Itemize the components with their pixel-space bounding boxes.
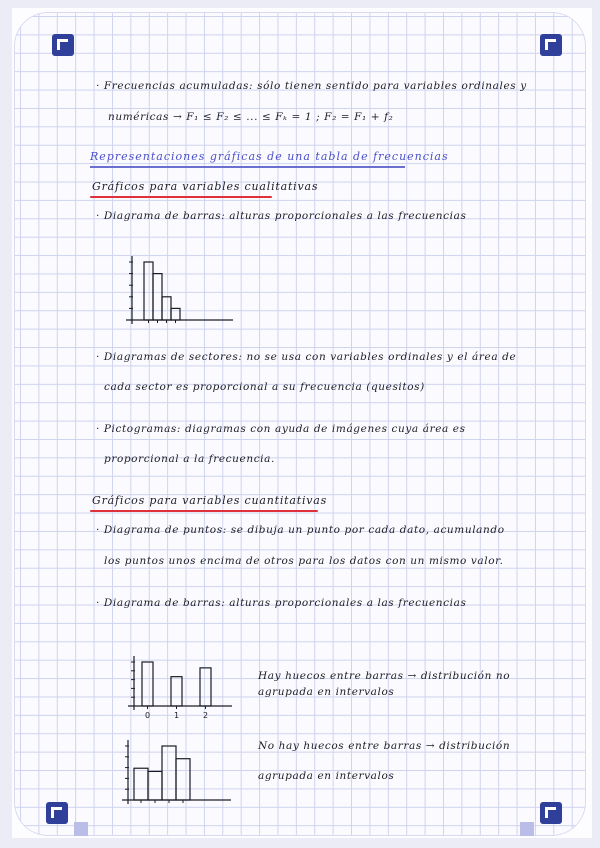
corner-mark-icon xyxy=(52,34,74,56)
text-diagrama-sectores-2: cada sector es proporcional a su frecuencia (quesitos) xyxy=(104,381,425,393)
bar-chart-cualitativa xyxy=(120,248,235,336)
note-huecos-2: agrupada en intervalos xyxy=(258,686,395,698)
bar xyxy=(142,662,153,706)
heading-cuantitativas: Gráficos para variables cuantitativas xyxy=(92,494,328,507)
text-line-frecuencias-acumuladas: · Frecuencias acumuladas: sólo tienen sentido para variables ordinales y xyxy=(96,80,527,92)
bar xyxy=(171,308,180,320)
bar xyxy=(134,768,148,800)
text-diagrama-barras-1: · Diagrama de barras: alturas proporcionales a las frecuencias xyxy=(96,210,467,222)
text-pictogramas-1: · Pictogramas: diagramas con ayuda de imágenes cuya área es xyxy=(96,423,466,435)
corner-mark-icon xyxy=(540,34,562,56)
bar xyxy=(176,759,190,800)
bar xyxy=(144,262,153,320)
bar xyxy=(200,668,211,706)
corner-mark-icon xyxy=(540,802,562,824)
heading-cualitativas: Gráficos para variables cualitativas xyxy=(92,180,319,193)
text-diagrama-puntos-2: los puntos unos encima de otros para los datos con un mismo valor. xyxy=(104,555,504,567)
bar xyxy=(162,746,176,800)
heading-underline xyxy=(90,510,318,512)
bar-chart-agrupada xyxy=(118,736,233,812)
text-pictogramas-2: proporcional a la frecuencia. xyxy=(104,453,275,465)
page-marker-square xyxy=(74,822,88,836)
x-tick-label: 1 xyxy=(173,711,180,720)
bar xyxy=(148,771,162,800)
section-title-underline xyxy=(90,166,405,168)
bar xyxy=(171,677,182,706)
bar xyxy=(153,274,162,320)
x-tick-label: 2 xyxy=(202,711,209,720)
bar-chart-no-agrupada xyxy=(124,636,234,728)
corner-mark-icon xyxy=(46,802,68,824)
text-diagrama-barras-2: · Diagrama de barras: alturas proporcionales a las frecuencias xyxy=(96,597,467,609)
note-huecos-1: Hay huecos entre barras → distribución no xyxy=(258,670,511,682)
x-tick-label: 0 xyxy=(144,711,151,720)
section-title: Representaciones gráficas de una tabla de frecuencias xyxy=(90,150,449,163)
text-diagrama-puntos-1: · Diagrama de puntos: se dibuja un punto por cada dato, acumulando xyxy=(96,524,505,536)
heading-underline xyxy=(90,196,272,198)
bar xyxy=(162,297,171,320)
note-sin-huecos-1: No hay huecos entre barras → distribución xyxy=(258,740,511,752)
text-diagrama-sectores-1: · Diagramas de sectores: no se usa con variables ordinales y el área de xyxy=(96,351,517,363)
text-line-formula: numéricas → F₁ ≤ F₂ ≤ ... ≤ Fₖ = 1 ; F₂ = F₁ + f₂ xyxy=(108,111,394,123)
note-sin-huecos-2: agrupada en intervalos xyxy=(258,770,395,782)
page-marker-square xyxy=(520,822,534,836)
